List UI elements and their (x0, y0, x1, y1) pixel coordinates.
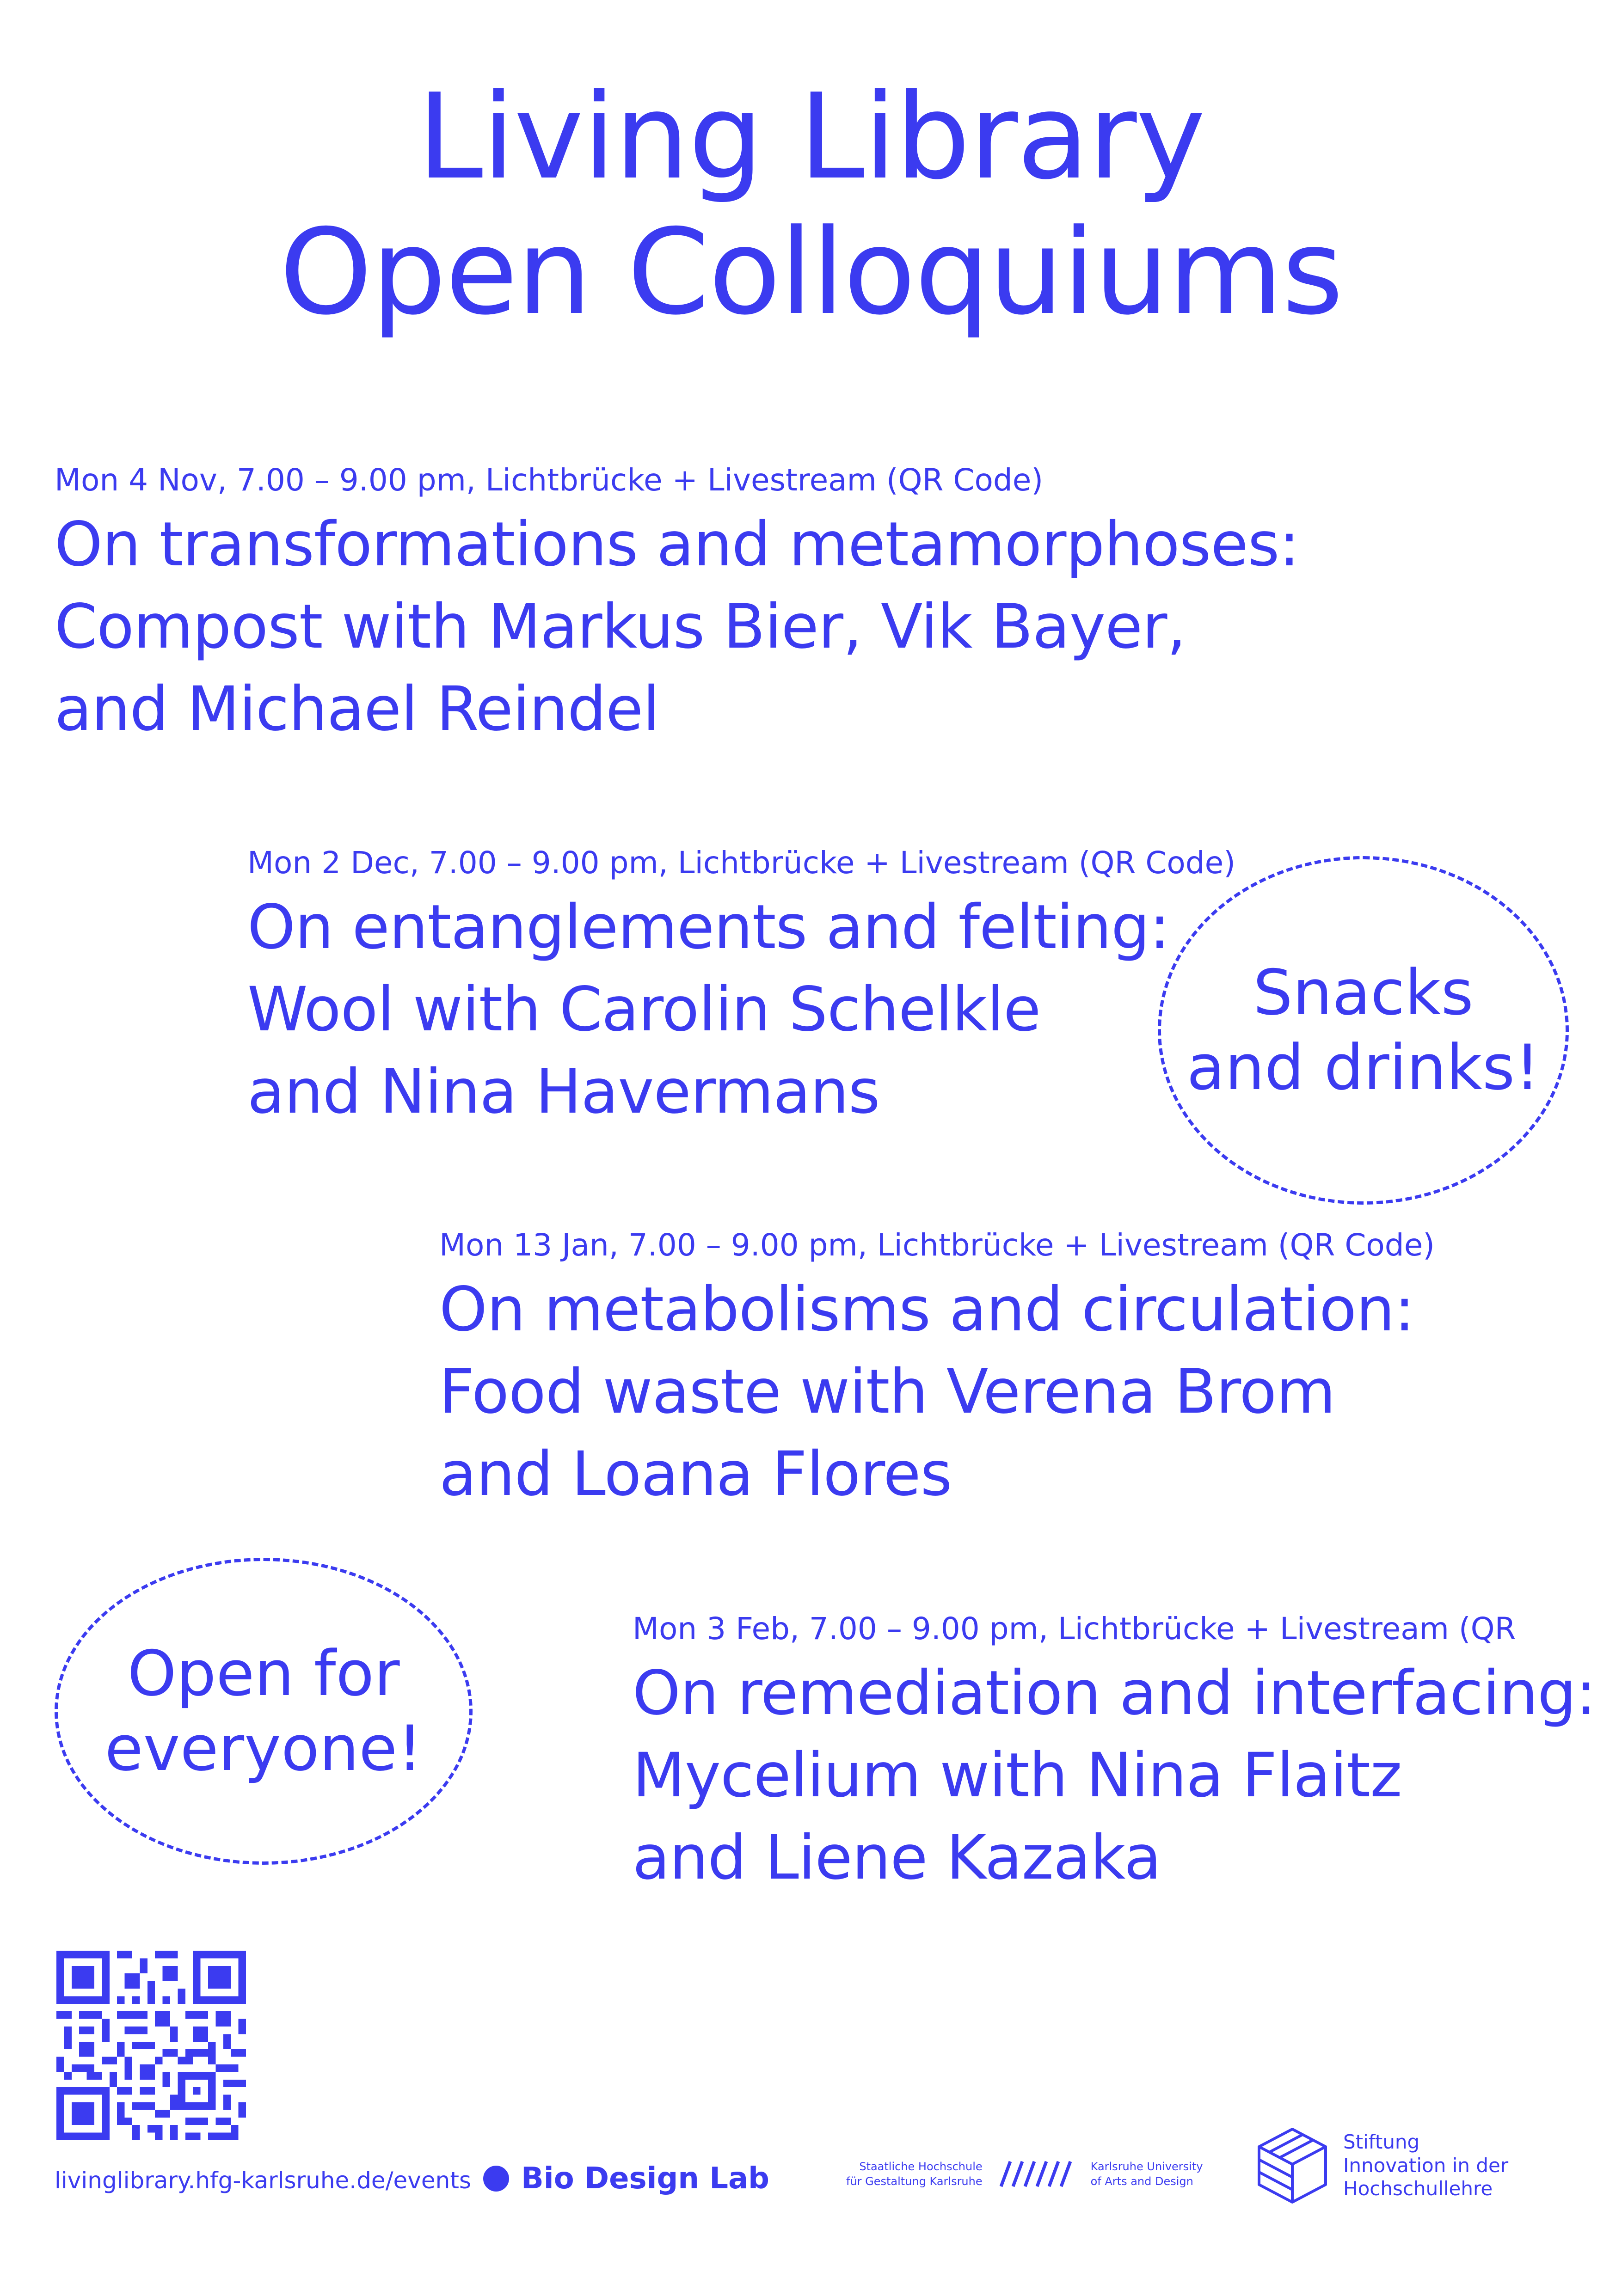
title-line-1: Living Library (417, 68, 1205, 206)
event-line: Mycelium with Nina Flaitz (633, 1740, 1402, 1812)
hfg-line: Karlsruhe University (1090, 2160, 1203, 2173)
event-1 (55, 462, 1299, 751)
event-3 (439, 1227, 1435, 1516)
title-line-2: Open Colloquiums (279, 204, 1343, 342)
bio-design-lab-dot-icon (483, 2166, 509, 2192)
hfg-line: Staatliche Hochschule (859, 2160, 983, 2173)
hfg-slashes-icon (993, 2158, 1081, 2190)
event-description (439, 1268, 1435, 1516)
hfg-name-english (1091, 2159, 1203, 2189)
snacks-bubble (1158, 856, 1569, 1205)
event-line: Food waste with Verena Brom (439, 1356, 1335, 1428)
event-description (633, 1652, 1596, 1899)
event-line: On metabolisms and circulation: (439, 1274, 1414, 1345)
stiftung-line: Hochschullehre (1343, 2177, 1493, 2200)
event-description (247, 886, 1235, 1133)
event-meta: Mon 4 Nov, 7.00 – 9.00 pm, Lichtbrücke + Livestream (QR Code) (55, 462, 1044, 498)
stiftung-line: Innovation in der (1343, 2154, 1509, 2177)
event-meta: Mon 2 Dec, 7.00 – 9.00 pm, Lichtbrücke + Livestream (QR Code) (247, 845, 1236, 881)
event-line: Wool with Carolin Schelkle (247, 974, 1041, 1046)
stiftung-name (1343, 2131, 1508, 2200)
event-line: On entanglements and felting: (247, 892, 1170, 963)
event-2 (247, 845, 1235, 1133)
bio-design-lab-logo (483, 2161, 769, 2196)
event-line: and Michael Reindel (55, 673, 659, 745)
stiftung-line: Stiftung (1343, 2131, 1420, 2154)
event-meta: Mon 13 Jan, 7.00 – 9.00 pm, Lichtbrücke + Livestream (QR Code) (439, 1227, 1435, 1263)
event-line: On remediation and interfacing: (633, 1658, 1596, 1729)
hfg-name-german (846, 2159, 983, 2189)
bubble-line: Snacks (1253, 956, 1474, 1029)
bio-design-lab-label: Bio Design Lab (521, 2161, 769, 2196)
event-line: Compost with Markus Bier, Vik Bayer, (55, 591, 1186, 663)
bubble-line: and drinks! (1186, 1031, 1540, 1104)
event-line: On transformations and metamorphoses: (55, 509, 1299, 580)
hfg-line: of Arts and Design (1090, 2175, 1193, 2188)
hfg-karlsruhe-logo (846, 2158, 1203, 2190)
event-description (55, 503, 1299, 751)
open-bubble (55, 1558, 473, 1865)
qr-code-icon[interactable] (56, 1951, 246, 2142)
event-4 (633, 1611, 1596, 1899)
page-title (0, 69, 1622, 341)
hfg-line: für Gestaltung Karlsruhe (846, 2175, 983, 2188)
event-line: and Nina Havermans (247, 1056, 880, 1128)
bubble-line: everyone! (104, 1712, 423, 1785)
event-line: and Liene Kazaka (633, 1822, 1161, 1894)
stiftung-cube-icon (1255, 2126, 1329, 2205)
stiftung-logo (1255, 2126, 1508, 2205)
events-url-link[interactable]: livinglibrary.hfg-karlsruhe.de/events (55, 2167, 472, 2194)
event-meta: Mon 3 Feb, 7.00 – 9.00 pm, Lichtbrücke + Livestream (QR (633, 1611, 1516, 1647)
bubble-line: Open for (127, 1637, 400, 1710)
event-line: and Loana Flores (439, 1439, 952, 1510)
